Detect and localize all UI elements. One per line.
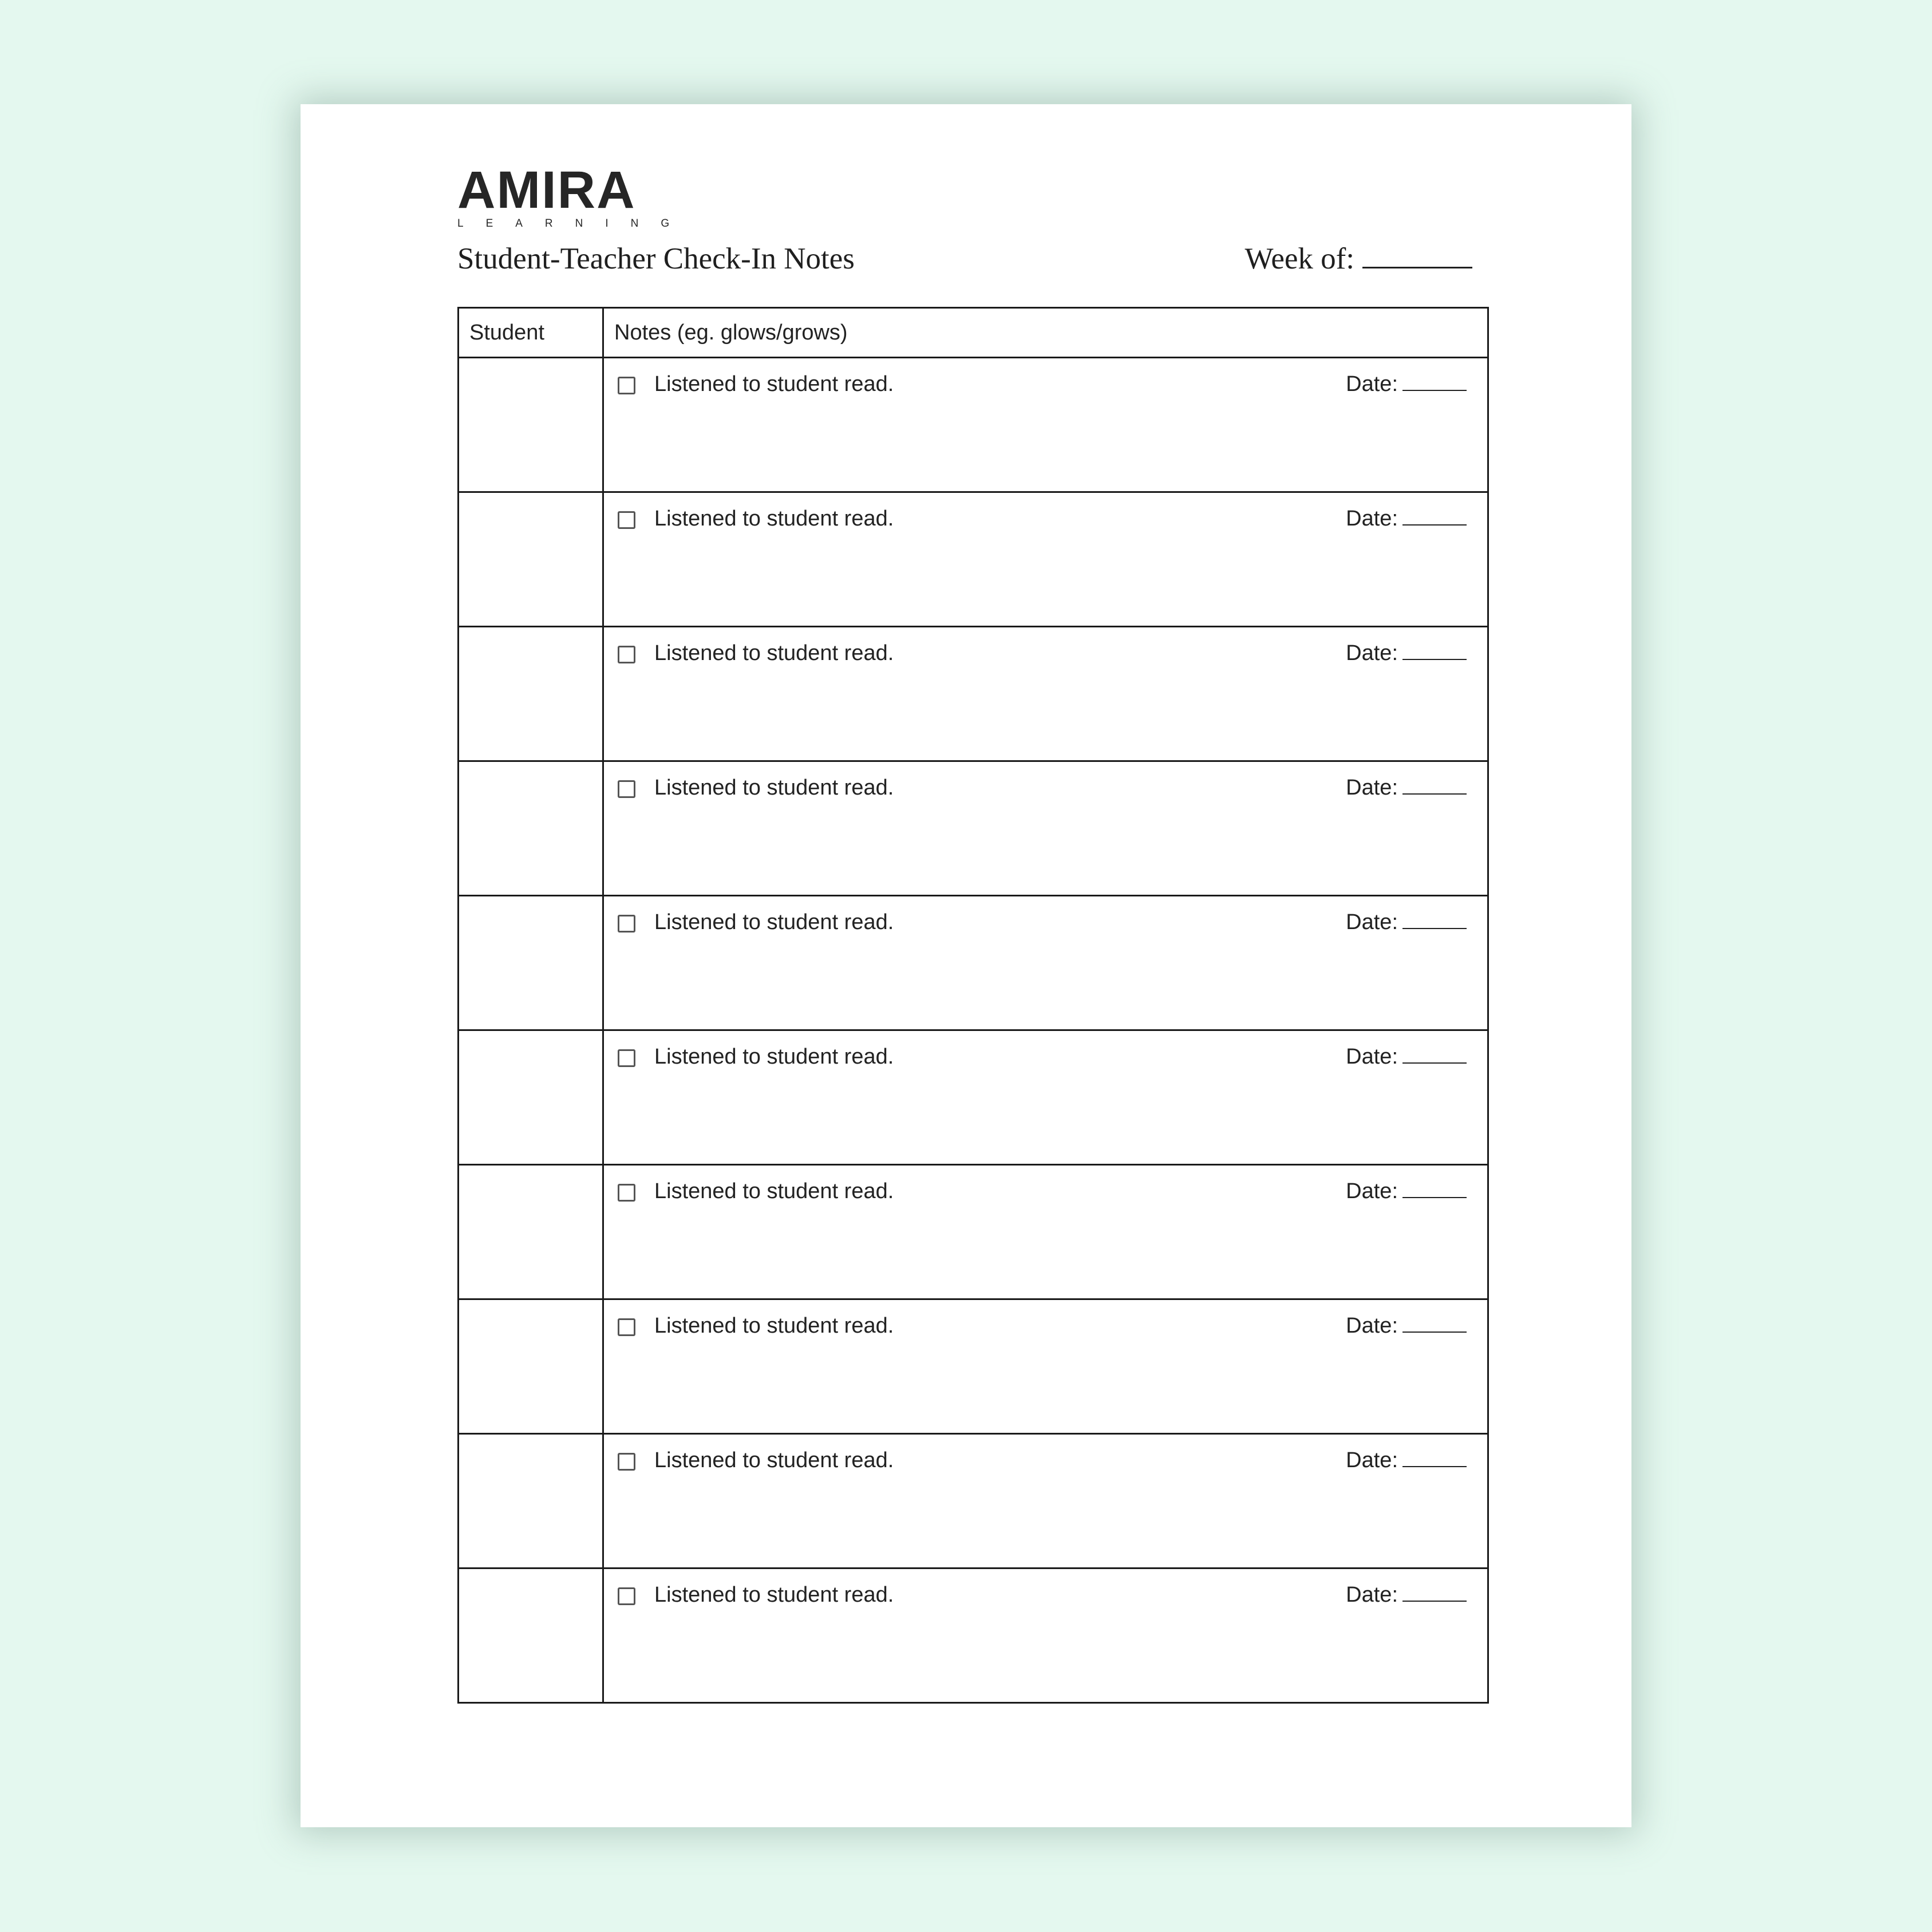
date-label: Date: bbox=[1346, 641, 1398, 665]
column-header-student: Student bbox=[459, 308, 603, 358]
listened-checkbox[interactable] bbox=[618, 511, 635, 529]
listened-checkbox[interactable] bbox=[618, 1049, 635, 1067]
table-row bbox=[459, 627, 1488, 761]
date-field[interactable] bbox=[1346, 776, 1467, 800]
date-field[interactable] bbox=[1346, 372, 1467, 397]
date-field[interactable] bbox=[1346, 641, 1467, 666]
student-cell[interactable] bbox=[459, 1299, 603, 1434]
date-field[interactable] bbox=[1346, 1583, 1467, 1607]
notes-content bbox=[604, 1435, 1487, 1567]
date-blank[interactable] bbox=[1402, 390, 1467, 391]
notes-cell[interactable] bbox=[603, 1568, 1488, 1703]
notes-content bbox=[604, 493, 1487, 626]
page-title: Student-Teacher Check-In Notes bbox=[457, 242, 855, 275]
date-field[interactable] bbox=[1346, 1314, 1467, 1338]
listened-label: Listened to student read. bbox=[654, 776, 894, 800]
notes-cell[interactable] bbox=[603, 1165, 1488, 1299]
date-label: Date: bbox=[1346, 1448, 1398, 1472]
listened-label: Listened to student read. bbox=[654, 1045, 894, 1069]
amira-logo bbox=[457, 161, 692, 230]
listened-label: Listened to student read. bbox=[654, 1314, 894, 1338]
logo-wordmark: AMIRA bbox=[457, 161, 636, 219]
date-label: Date: bbox=[1346, 372, 1398, 396]
student-cell[interactable] bbox=[459, 896, 603, 1030]
listened-label: Listened to student read. bbox=[654, 641, 894, 665]
listened-label: Listened to student read. bbox=[654, 910, 894, 934]
date-blank[interactable] bbox=[1402, 1197, 1467, 1198]
week-of-field[interactable] bbox=[1245, 242, 1472, 276]
table-row bbox=[459, 1165, 1488, 1299]
listened-checkbox[interactable] bbox=[618, 1453, 635, 1471]
date-field[interactable] bbox=[1346, 910, 1467, 935]
date-blank[interactable] bbox=[1402, 1332, 1467, 1333]
listened-checkbox[interactable] bbox=[618, 1184, 635, 1202]
student-cell[interactable] bbox=[459, 627, 603, 761]
student-cell[interactable] bbox=[459, 1568, 603, 1703]
date-label: Date: bbox=[1346, 776, 1398, 800]
table-row bbox=[459, 896, 1488, 1030]
listened-checkbox[interactable] bbox=[618, 377, 635, 394]
table-row bbox=[459, 1030, 1488, 1165]
date-field[interactable] bbox=[1346, 507, 1467, 531]
date-blank[interactable] bbox=[1402, 928, 1467, 929]
date-label: Date: bbox=[1346, 910, 1398, 934]
check-in-table bbox=[457, 307, 1489, 1704]
notes-cell[interactable] bbox=[603, 896, 1488, 1030]
logo-subtitle: LEARNING bbox=[457, 218, 692, 230]
table-row bbox=[459, 761, 1488, 896]
notes-content bbox=[604, 1031, 1487, 1164]
date-blank[interactable] bbox=[1402, 1466, 1467, 1467]
date-label: Date: bbox=[1346, 507, 1398, 531]
notes-cell[interactable] bbox=[603, 627, 1488, 761]
date-blank[interactable] bbox=[1402, 793, 1467, 795]
date-field[interactable] bbox=[1346, 1179, 1467, 1204]
listened-checkbox[interactable] bbox=[618, 1587, 635, 1605]
notes-content bbox=[604, 762, 1487, 895]
notes-cell[interactable] bbox=[603, 1434, 1488, 1568]
column-header-notes: Notes (eg. glows/grows) bbox=[603, 308, 1488, 358]
student-cell[interactable] bbox=[459, 358, 603, 492]
table-header-row bbox=[459, 308, 1488, 358]
listened-label: Listened to student read. bbox=[654, 1583, 894, 1607]
table-row bbox=[459, 1434, 1488, 1568]
listened-label: Listened to student read. bbox=[654, 1448, 894, 1472]
table-row bbox=[459, 492, 1488, 627]
listened-label: Listened to student read. bbox=[654, 507, 894, 531]
notes-content bbox=[604, 896, 1487, 1029]
notes-cell[interactable] bbox=[603, 761, 1488, 896]
listened-checkbox[interactable] bbox=[618, 915, 635, 933]
date-label: Date: bbox=[1346, 1179, 1398, 1203]
listened-checkbox[interactable] bbox=[618, 780, 635, 798]
date-blank[interactable] bbox=[1402, 1601, 1467, 1602]
table-row bbox=[459, 1299, 1488, 1434]
notes-content bbox=[604, 1569, 1487, 1702]
notes-content bbox=[604, 1300, 1487, 1433]
week-of-blank[interactable] bbox=[1362, 267, 1472, 268]
date-blank[interactable] bbox=[1402, 1062, 1467, 1064]
worksheet-page bbox=[301, 104, 1631, 1827]
date-blank[interactable] bbox=[1402, 524, 1467, 526]
student-cell[interactable] bbox=[459, 761, 603, 896]
table-row bbox=[459, 1568, 1488, 1703]
notes-content bbox=[604, 1165, 1487, 1298]
notes-cell[interactable] bbox=[603, 358, 1488, 492]
student-cell[interactable] bbox=[459, 492, 603, 627]
listened-label: Listened to student read. bbox=[654, 372, 894, 396]
student-cell[interactable] bbox=[459, 1165, 603, 1299]
date-field[interactable] bbox=[1346, 1448, 1467, 1473]
notes-cell[interactable] bbox=[603, 1030, 1488, 1165]
student-cell[interactable] bbox=[459, 1030, 603, 1165]
listened-checkbox[interactable] bbox=[618, 1318, 635, 1336]
date-label: Date: bbox=[1346, 1314, 1398, 1338]
date-field[interactable] bbox=[1346, 1045, 1467, 1069]
listened-label: Listened to student read. bbox=[654, 1179, 894, 1203]
week-of-label: Week of: bbox=[1244, 242, 1354, 275]
date-label: Date: bbox=[1346, 1583, 1398, 1607]
notes-cell[interactable] bbox=[603, 1299, 1488, 1434]
date-label: Date: bbox=[1346, 1045, 1398, 1069]
notes-cell[interactable] bbox=[603, 492, 1488, 627]
notes-content bbox=[604, 358, 1487, 491]
notes-content bbox=[604, 627, 1487, 760]
listened-checkbox[interactable] bbox=[618, 646, 635, 663]
date-blank[interactable] bbox=[1402, 659, 1467, 660]
student-cell[interactable] bbox=[459, 1434, 603, 1568]
table-row bbox=[459, 358, 1488, 492]
